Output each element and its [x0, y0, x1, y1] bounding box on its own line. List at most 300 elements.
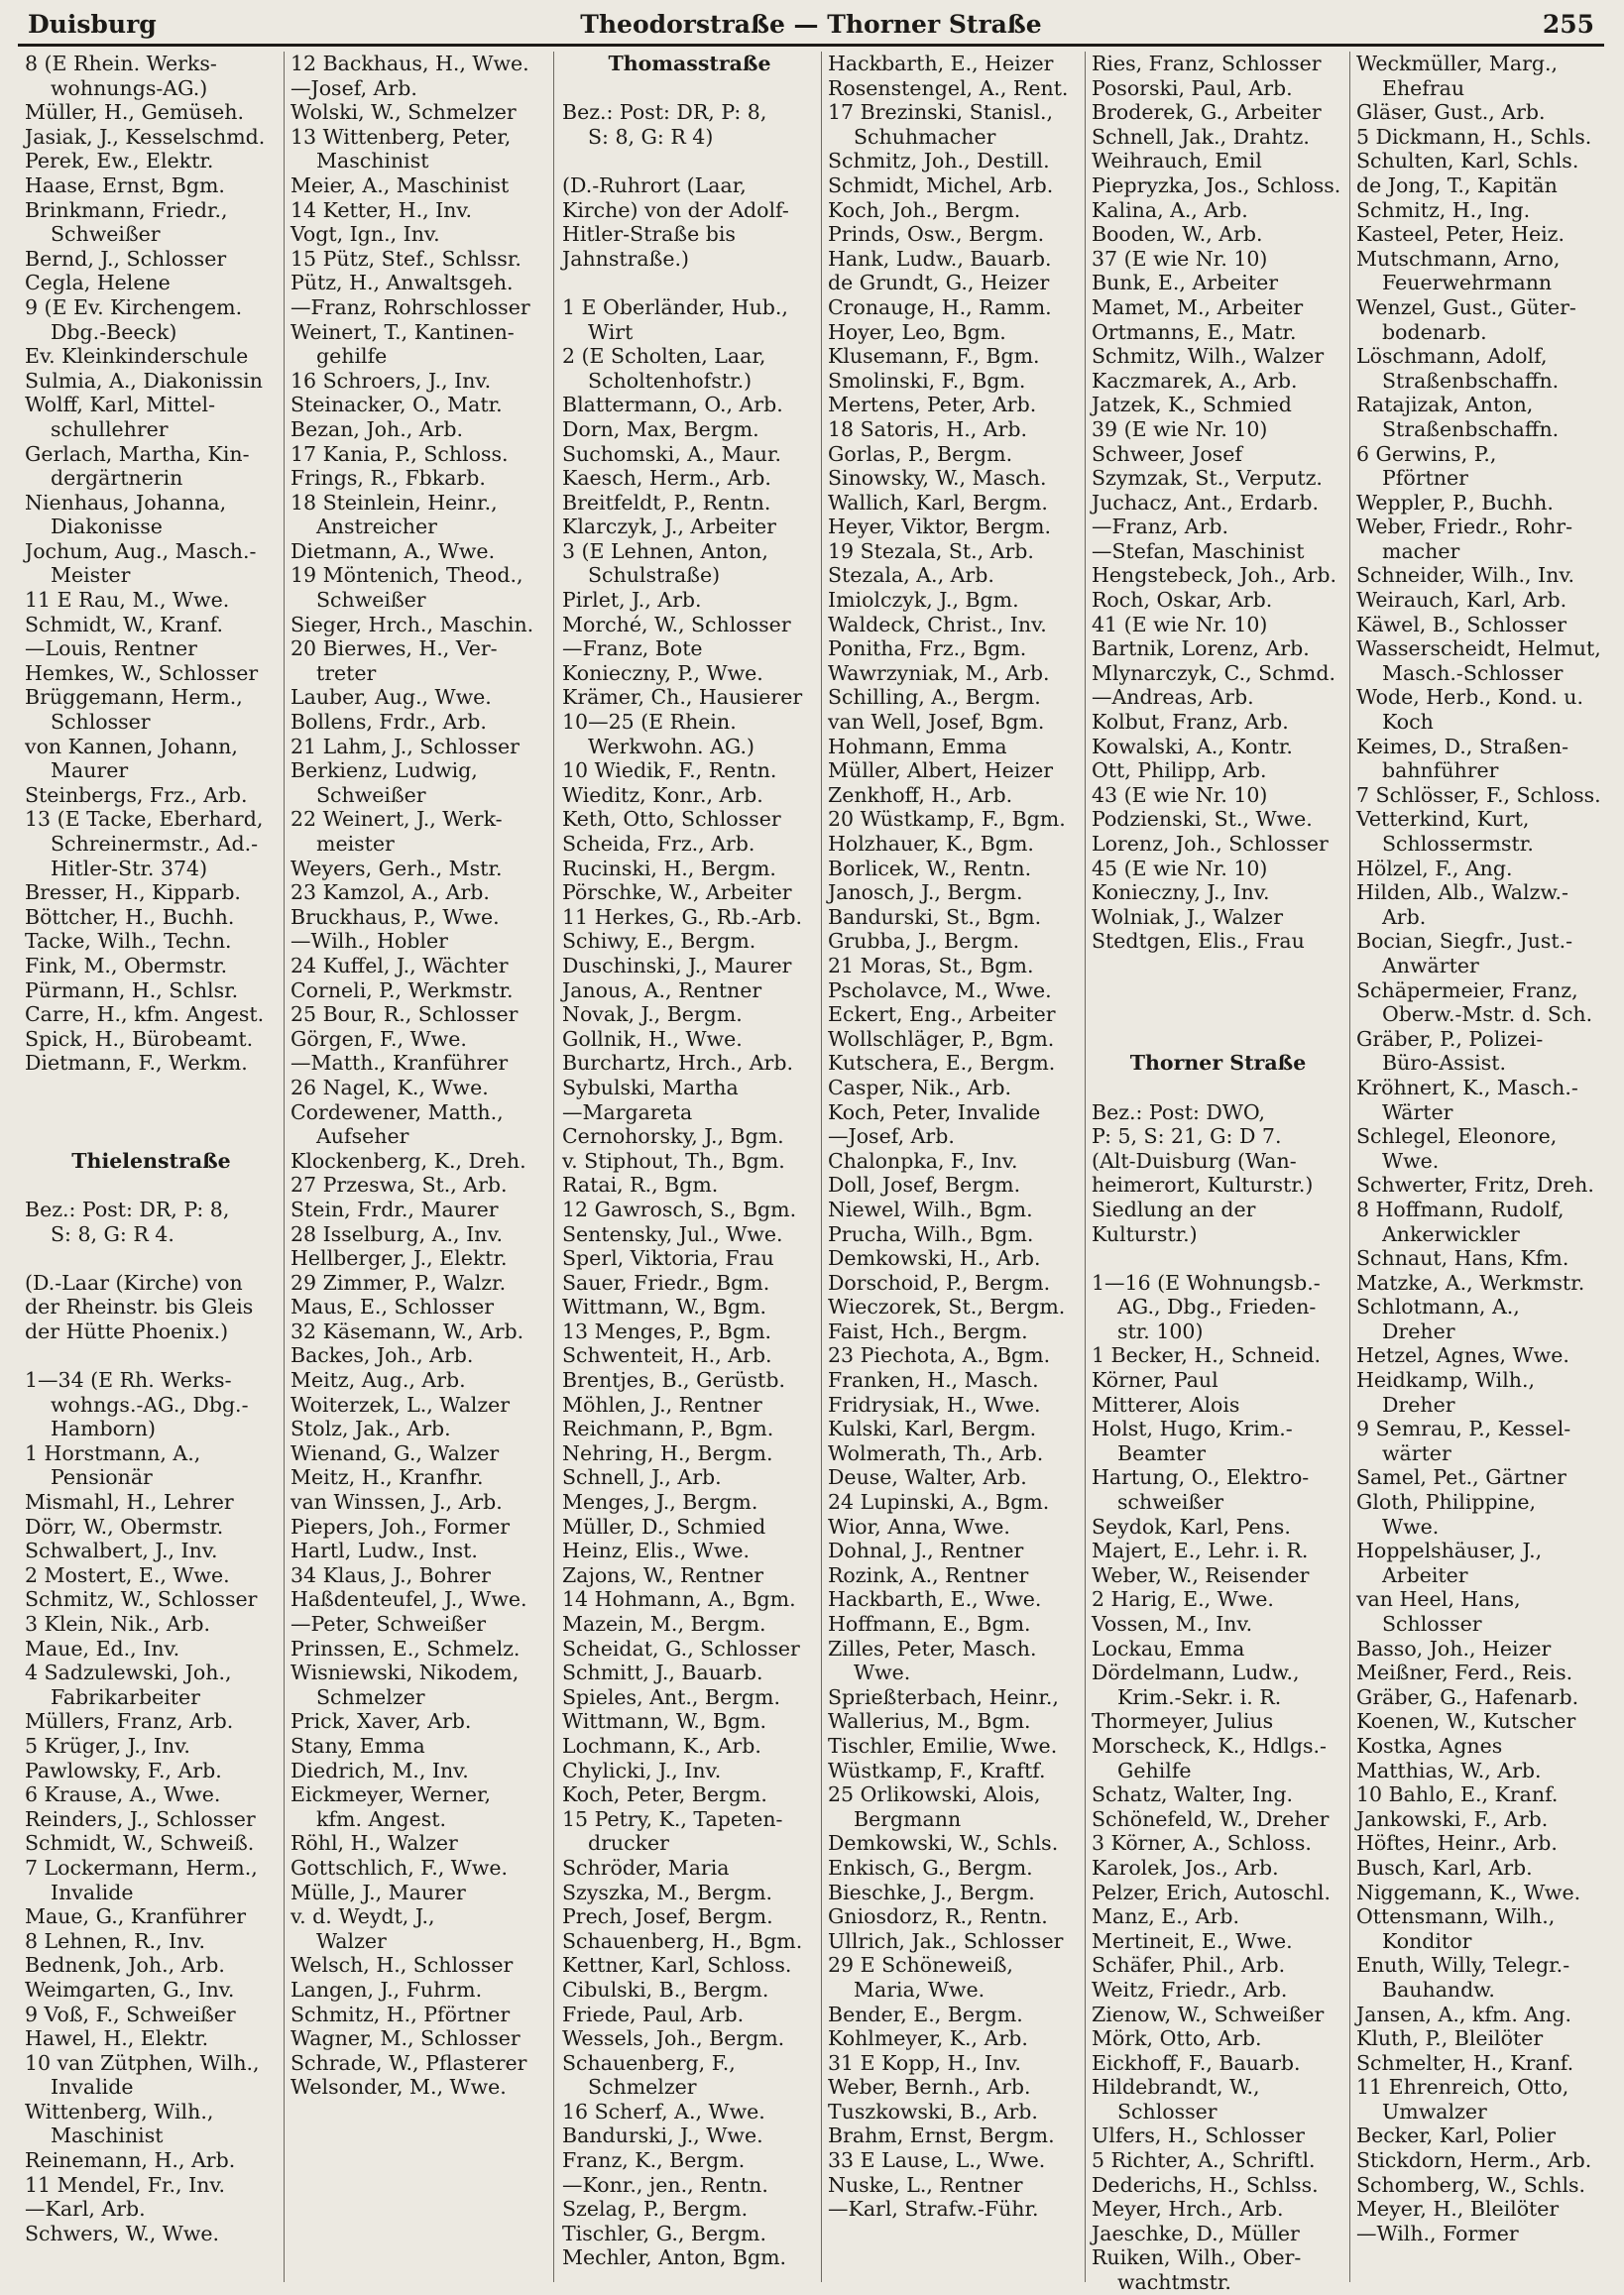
entry-line: Bandurski, St., Bgm.	[828, 904, 1042, 929]
entry-line: v. d. Weydt, J.,	[290, 1904, 435, 1929]
entry-line: (D.-Ruhrort (Laar,	[562, 172, 747, 197]
entry-line: Dreher	[1382, 1392, 1455, 1417]
entry-line: Scheida, Frz., Arb.	[562, 832, 755, 856]
entry-line: 5 Krüger, J., Inv.	[25, 1733, 190, 1758]
entry-line: Pförtner	[1382, 466, 1468, 491]
entry-line: Jankowski, F., Arb.	[1356, 1806, 1549, 1831]
entry-line: Löschmann, Adolf,	[1356, 344, 1548, 369]
entry-line: 28 Isselburg, A., Inv.	[290, 1221, 504, 1246]
entry-line: Maschinist	[51, 2123, 164, 2148]
entry-line: Schnell, Jak., Drahtz.	[1092, 124, 1310, 149]
entry-line: wachtmstr.	[1117, 2270, 1231, 2295]
entry-line: Sinowsky, W., Masch.	[828, 466, 1047, 491]
entry-line: (Alt-Duisburg (Wan-	[1092, 1148, 1297, 1173]
entry-line: 1 E Oberländer, Hub.,	[562, 294, 788, 319]
entry-line: Maue, Ed., Inv.	[25, 1636, 180, 1661]
entry-line: —Karl, Arb.	[25, 2197, 146, 2222]
entry-line: Mechler, Anton, Bgm.	[562, 2245, 787, 2270]
entry-line: Weber, Bernh., Arb.	[828, 2075, 1031, 2100]
entry-line: Ortmanns, E., Matr.	[1092, 319, 1297, 344]
entry-line: 20 Wüstkamp, F., Bgm.	[828, 807, 1066, 832]
entry-line: Schmitz, W., Schlosser	[25, 1587, 258, 1612]
spacer	[25, 1173, 278, 1198]
entry-line: Dreher	[1382, 1319, 1455, 1343]
entry-line: van Well, Josef, Bgm.	[828, 710, 1045, 735]
entry-line: 34 Klaus, J., Bohrer	[290, 1562, 491, 1587]
entry-line: Kulski, Karl, Bergm.	[828, 1417, 1037, 1441]
entry-line: Piepryzka, Jos., Schloss.	[1092, 172, 1341, 197]
entry-line: Koch, Peter, Invalide	[828, 1099, 1041, 1124]
entry-line: Podzienski, St., Wwe.	[1092, 807, 1313, 832]
entry-line: macher	[1382, 538, 1460, 563]
entry-line: Nehring, H., Bergm.	[562, 1440, 773, 1465]
entry-line: 12 Backhaus, H., Wwe.	[290, 52, 529, 75]
entry-line: Müller, H., Gemüseh.	[25, 100, 244, 125]
entry-line: wohngs.-AG., Dbg.-	[51, 1392, 249, 1417]
entry-line: Mertens, Peter, Arb.	[828, 393, 1037, 417]
entry-line: 9 Voß, F., Schweißer	[25, 2002, 236, 2026]
entry-line: 29 E Schöneweiß,	[828, 1953, 1013, 1978]
entry-line: (D.-Laar (Kirche) von	[25, 1270, 243, 1295]
street-heading: Thomasstraße	[608, 52, 771, 75]
street-heading: Thielenstraße	[71, 1148, 231, 1173]
entry-line: Hitler-Str. 374)	[51, 856, 208, 880]
entry-line: Schäpermeier, Franz,	[1356, 977, 1578, 1002]
entry-line: 19 Stezala, St., Arb.	[828, 538, 1034, 563]
entry-line: Wior, Anna, Wwe.	[828, 1514, 1010, 1539]
entry-line: Ratajizak, Anton,	[1356, 393, 1534, 417]
entry-line: 21 Moras, St., Bgm.	[828, 953, 1034, 977]
entry-line: 13 Menges, P., Bgm.	[562, 1319, 772, 1343]
entry-line: Müller, D., Schmied	[562, 1514, 766, 1539]
page-number: 255	[1542, 10, 1594, 39]
entry-line: Schlosser	[51, 710, 151, 735]
entry-line: heimerort, Kulturstr.)	[1092, 1173, 1314, 1198]
entry-line: Eckert, Eng., Arbeiter	[828, 1002, 1056, 1027]
entry-line: Hohmann, Emma	[828, 734, 1007, 758]
entry-line: 3 Klein, Nik., Arb.	[25, 1612, 211, 1636]
entry-line: Schmitz, Wilh., Walzer	[1092, 344, 1325, 369]
entry-line: Wittenberg, Wilh.,	[25, 2099, 214, 2123]
entry-line: Rucinski, H., Bergm.	[562, 856, 776, 880]
entry-line: Maschinist	[316, 149, 429, 173]
entry-line: Chalonpka, F., Inv.	[828, 1148, 1018, 1173]
entry-line: Pensionär	[51, 1465, 153, 1490]
entry-line: Kaczmarek, A., Arb.	[1092, 368, 1298, 393]
entry-line: 20 Bierwes, H., Ver-	[290, 636, 498, 661]
entry-line: Schmidt, W., Kranf.	[25, 612, 224, 636]
entry-line: 3 (E Lehnen, Anton,	[562, 538, 768, 563]
entry-line: Janosch, J., Bergm.	[828, 880, 1023, 905]
entry-line: Kluth, P., Bleilöter	[1356, 2026, 1544, 2051]
entry-line: Szelag, P., Bergm.	[562, 2197, 749, 2222]
entry-line: Niggemann, K., Wwe.	[1356, 1880, 1581, 1904]
entry-line: Prinssen, E., Schmelz.	[290, 1636, 521, 1661]
entry-line: Schnell, J., Arb.	[562, 1465, 722, 1490]
entry-line: Imiolczyk, J., Bgm.	[828, 588, 1019, 613]
entry-line: Backes, Joh., Arb.	[290, 1343, 474, 1368]
entry-line: Holst, Hugo, Krim.-	[1092, 1417, 1293, 1441]
entry-line: Weppler, P., Buchh.	[1356, 490, 1554, 515]
entry-line: Wüstkamp, F., Kraftf.	[828, 1758, 1046, 1782]
entry-line: Ullrich, Jak., Schlosser	[828, 1928, 1064, 1953]
entry-line: 19 Möntenich, Theod.,	[290, 563, 523, 588]
entry-line: Carre, H., kfm. Angest.	[25, 1002, 265, 1027]
entry-line: Woiterzek, L., Walzer	[290, 1392, 511, 1417]
entry-line: Samel, Pet., Gärtner	[1356, 1465, 1566, 1490]
entry-line: Kröhnert, K., Masch.-	[1356, 1075, 1578, 1099]
entry-line: Eickmeyer, Werner,	[290, 1782, 492, 1807]
entry-line: Thormeyer, Julius	[1092, 1709, 1274, 1734]
entry-line: Tischler, G., Bergm.	[562, 2221, 766, 2245]
entry-line: Hellberger, J., Elektr.	[290, 1246, 508, 1271]
entry-line: bodenarb.	[1382, 319, 1487, 344]
entry-line: van Heel, Hans,	[1356, 1587, 1521, 1612]
entry-line: Schiwy, E., Bergm.	[562, 929, 756, 954]
entry-line: 10 Bahlo, E., Kranf.	[1356, 1782, 1559, 1807]
entry-line: —Karl, Strafw.-Führ.	[828, 2197, 1039, 2222]
entry-line: Prinds, Osw., Bergm.	[828, 222, 1045, 247]
entry-line: 3 Körner, A., Schloss.	[1092, 1831, 1312, 1856]
entry-line: Wittmann, W., Bgm.	[562, 1709, 767, 1734]
entry-line: Weihrauch, Emil	[1092, 149, 1262, 173]
entry-line: Ankerwickler	[1382, 1221, 1520, 1246]
entry-line: Meitz, Aug., Arb.	[290, 1368, 466, 1393]
entry-line: wärter	[1382, 1440, 1451, 1465]
entry-line: Nienhaus, Johanna,	[25, 490, 227, 515]
entry-line: 10—25 (E Rhein.	[562, 710, 737, 735]
entry-line: Niewel, Wilh., Bgm.	[828, 1197, 1033, 1221]
entry-line: Invalide	[51, 2075, 134, 2100]
entry-line: Müller, Albert, Heizer	[828, 758, 1054, 783]
entry-line: S: 8, G: R 4)	[588, 124, 714, 149]
entry-line: Morché, W., Schlosser	[562, 612, 791, 636]
entry-line: Hemkes, W., Schlosser	[25, 660, 259, 685]
entry-line: Schmelter, H., Kranf.	[1356, 2050, 1574, 2075]
entry-line: Schwalbert, J., Inv.	[25, 1539, 218, 1563]
entry-line: meister	[316, 832, 395, 856]
entry-line: Kohlmeyer, K., Arb.	[828, 2026, 1028, 2051]
spacer	[562, 76, 817, 101]
entry-line: Prech, Josef, Bergm.	[562, 1904, 773, 1929]
entry-line: 24 Kuffel, J., Wächter	[290, 953, 509, 977]
entry-line: Schauenberg, F.,	[562, 2050, 736, 2075]
entry-line: Reinemann, H., Arb.	[25, 2148, 236, 2173]
entry-line: 9 (E Ev. Kirchengem.	[25, 294, 243, 319]
spacer	[1092, 1246, 1344, 1271]
entry-line: Vossen, M., Inv.	[1092, 1612, 1253, 1636]
entry-line: Tuszkowski, B., Arb.	[828, 2099, 1038, 2123]
entry-line: Hoyer, Leo, Bgm.	[828, 319, 1006, 344]
entry-line: 8 Lehnen, R., Inv.	[25, 1928, 206, 1953]
entry-line: Eickhoff, F., Bauarb.	[1092, 2050, 1301, 2075]
entry-line: Kostka, Agnes	[1356, 1733, 1503, 1758]
entry-line: Schilling, A., Bergm.	[828, 685, 1041, 710]
entry-line: Grubba, J., Bergm.	[828, 929, 1020, 954]
entry-line: Dohnal, J., Rentner	[828, 1539, 1024, 1563]
entry-line: drucker	[588, 1831, 669, 1856]
entry-line: Wolff, Karl, Mittel-	[25, 393, 216, 417]
entry-line: Stickdorn, Herm., Arb.	[1356, 2148, 1592, 2173]
entry-line: 8 Hoffmann, Rudolf,	[1356, 1197, 1565, 1221]
entry-line: 1 Horstmann, A.,	[25, 1440, 201, 1465]
entry-line: Spick, H., Bürobeamt.	[25, 1026, 254, 1051]
entry-line: Schauenberg, H., Bgm.	[562, 1928, 803, 1953]
entry-line: Busch, Karl, Arb.	[1356, 1855, 1533, 1880]
entry-line: —Margareta	[562, 1099, 693, 1124]
entry-line: Schmidt, W., Schweiß.	[25, 1831, 255, 1856]
entry-line: Schmitz, H., Ing.	[1356, 197, 1531, 222]
spacer	[1092, 1076, 1344, 1100]
entry-line: Novak, J., Bergm.	[562, 1002, 743, 1027]
entry-line: Weimgarten, G., Inv.	[25, 1977, 235, 2002]
entry-line: Mazein, M., Bergm.	[562, 1612, 766, 1636]
entry-line: Berkienz, Ludwig,	[290, 758, 478, 783]
entry-line: Schmelzer	[316, 1684, 425, 1709]
entry-line: Bunk, E., Arbeiter	[1092, 271, 1279, 295]
entry-line: Faist, Hch., Bergm.	[828, 1319, 1028, 1343]
entry-line: Franken, H., Masch.	[828, 1368, 1039, 1393]
entry-line: Stolz, Jak., Arb.	[290, 1417, 451, 1441]
entry-line: Schlosser	[1117, 2099, 1218, 2123]
column-6	[1349, 52, 1604, 2282]
entry-line: Schweißer	[316, 782, 426, 807]
entry-line: 16 Scherf, A., Wwe.	[562, 2099, 765, 2123]
column-4	[821, 52, 1085, 2282]
entry-line: 45 (E wie Nr. 10)	[1092, 856, 1268, 880]
entry-line: Brentjes, B., Gerüstb.	[562, 1368, 785, 1393]
entry-line: Wessels, Joh., Bergm.	[562, 2026, 785, 2051]
entry-line: Majert, E., Lehr. i. R.	[1092, 1539, 1309, 1563]
entry-line: Wittmann, W., Bgm.	[562, 1295, 767, 1320]
page-header	[18, 10, 1604, 44]
entry-line: Schröder, Maria	[562, 1855, 730, 1880]
city-name: Duisburg	[28, 10, 157, 39]
entry-line: Deuse, Walter, Arb.	[828, 1465, 1027, 1490]
entry-line: 1 Becker, H., Schneid.	[1092, 1343, 1322, 1368]
entry-line: Konieczny, J., Inv.	[1092, 880, 1270, 905]
entry-line: Werkwohn. AG.)	[588, 734, 755, 758]
entry-line: Tischler, Emilie, Wwe.	[828, 1733, 1058, 1758]
entry-line: —Franz, Rohrschlosser	[290, 294, 530, 319]
entry-line: Tacke, Wilh., Techn.	[25, 929, 232, 954]
entry-line: Ruiken, Wilh., Ober-	[1092, 2245, 1302, 2270]
entry-line: —Josef, Arb.	[828, 1124, 955, 1149]
entry-line: Haßdenteufel, J., Wwe.	[290, 1587, 527, 1612]
entry-line: Konieczny, P., Wwe.	[562, 660, 763, 685]
entry-line: Schmitz, H., Pförtner	[290, 2002, 511, 2026]
entry-line: Käwel, B., Schlosser	[1356, 612, 1567, 636]
entry-line: Hitler-Straße bis	[562, 222, 736, 247]
entry-line: Kasteel, Peter, Heiz.	[1356, 222, 1565, 247]
entry-line: Sentensky, Jul., Wwe.	[562, 1221, 783, 1246]
street-heading: Thorner Straße	[1129, 1051, 1307, 1076]
entry-line: Gollnik, H., Wwe.	[562, 1026, 743, 1051]
entry-line: Bez.: Post: DR, P: 8,	[25, 1197, 230, 1221]
entry-line: Borlicek, W., Rentn.	[828, 856, 1032, 880]
entry-line: Wagner, M., Schlosser	[290, 2026, 521, 2051]
entry-line: Cernohorsky, J., Bgm.	[562, 1124, 784, 1149]
entry-line: Schuhmacher	[854, 124, 996, 149]
entry-line: Demkowski, H., Arb.	[828, 1246, 1041, 1271]
entry-line: Gottschlich, F., Wwe.	[290, 1855, 509, 1880]
entry-line: Schulstraße)	[588, 563, 721, 588]
entry-line: Brinkmann, Friedr.,	[25, 197, 228, 222]
entry-line: 11 Mendel, Fr., Inv.	[25, 2172, 226, 2197]
entry-line: Bollens, Frdr., Arb.	[290, 710, 487, 735]
entry-line: Friede, Paul, Arb.	[562, 2002, 745, 2026]
entry-line: Pütz, H., Anwaltsgeh.	[290, 271, 514, 295]
entry-line: Blattermann, O., Arb.	[562, 393, 783, 417]
entry-line: Masch.-Schlosser	[1382, 660, 1564, 685]
entry-line: Schweißer	[316, 588, 426, 613]
entry-line: Walzer	[316, 1928, 387, 1953]
spacer	[1092, 1002, 1344, 1027]
entry-line: Lockau, Emma	[1092, 1636, 1245, 1661]
entry-line: 10 van Zütphen, Wilh.,	[25, 2050, 260, 2075]
entry-line: Duschinski, J., Maurer	[562, 953, 792, 977]
entry-line: Juchacz, Ant., Erdarb.	[1092, 490, 1319, 515]
entry-line: 23 Kamzol, A., Arb.	[290, 880, 490, 905]
entry-line: Jochum, Aug., Masch.-	[25, 538, 257, 563]
entry-line: Jatzek, K., Schmied	[1092, 393, 1292, 417]
entry-line: Maus, E., Schlosser	[290, 1295, 495, 1320]
entry-line: Kalina, A., Arb.	[1092, 197, 1248, 222]
entry-line: Dederichs, H., Schlss.	[1092, 2172, 1319, 2197]
entry-line: Brahm, Ernst, Bergm.	[828, 2123, 1055, 2148]
entry-line: Kowalski, A., Kontr.	[1092, 734, 1293, 758]
entry-line: Scheidat, G., Schlosser	[562, 1636, 800, 1661]
entry-line: Prucha, Wilh., Bgm.	[828, 1221, 1034, 1246]
entry-line: 27 Przeswa, St., Arb.	[290, 1173, 508, 1198]
entry-line: Morscheck, K., Hdlgs.-	[1092, 1733, 1327, 1758]
entry-line: Corneli, P., Werkmstr.	[290, 977, 514, 1002]
entry-line: Pscholavce, M., Wwe.	[828, 977, 1052, 1002]
entry-line: Wieditz, Konr., Arb.	[562, 782, 763, 807]
entry-line: 9 Semrau, P., Kessel-	[1356, 1417, 1571, 1441]
entry-line: 2 (E Scholten, Laar,	[562, 344, 766, 369]
entry-line: Posorski, Paul, Arb.	[1092, 75, 1293, 100]
spacer	[1092, 954, 1344, 978]
entry-line: 39 (E wie Nr. 10)	[1092, 416, 1268, 441]
entry-line: Stedtgen, Elis., Frau	[1092, 929, 1305, 954]
entry-line: Lorenz, Joh., Schlosser	[1092, 832, 1329, 856]
entry-line: —Andreas, Arb.	[1092, 685, 1254, 710]
entry-line: 43 (E wie Nr. 10)	[1092, 782, 1268, 807]
entry-line: Becker, Karl, Polier	[1356, 2123, 1557, 2148]
entry-line: 16 Schroers, J., Inv.	[290, 368, 492, 393]
entry-line: Körner, Paul	[1092, 1368, 1218, 1393]
entry-line: Dbg.-Beeck)	[51, 319, 177, 344]
entry-line: 1—16 (E Wohnungsb.-	[1092, 1270, 1321, 1295]
entry-line: Mülle, J., Maurer	[290, 1880, 466, 1904]
entry-line: Heidkamp, Wilh.,	[1356, 1368, 1535, 1393]
entry-line: Meyer, H., Bleilöter	[1356, 2197, 1560, 2222]
entry-line: Ratai, R., Bgm.	[562, 1173, 719, 1198]
entry-line: Wwe.	[1382, 1514, 1440, 1539]
entry-line: Bez.: Post: DR, P: 8,	[562, 100, 767, 125]
entry-line: Fridrysiak, H., Wwe.	[828, 1392, 1041, 1417]
entry-line: Zilles, Peter, Masch.	[828, 1636, 1037, 1661]
entry-line: Rosenstengel, A., Rent.	[828, 75, 1069, 100]
entry-line: Breitfeldt, P., Rentn.	[562, 490, 771, 515]
column-3	[553, 52, 822, 2282]
entry-line: 12 Gawrosch, S., Bgm.	[562, 1197, 797, 1221]
entry-line: Keimes, D., Straßen-	[1356, 734, 1569, 758]
entry-line: 11 E Rau, M., Wwe.	[25, 588, 230, 613]
entry-line: Weinert, T., Kantinen-	[290, 319, 515, 344]
entry-line: Ev. Kleinkinderschule	[25, 344, 249, 369]
entry-line: Pirlet, J., Arb.	[562, 588, 702, 613]
entry-line: 25 Bour, R., Schlosser	[290, 1002, 519, 1027]
entry-line: Doll, Josef, Bergm.	[828, 1173, 1021, 1198]
entry-line: 41 (E wie Nr. 10)	[1092, 612, 1268, 636]
entry-line: Szymzak, St., Verputz.	[1092, 466, 1323, 491]
entry-line: Perek, Ew., Elektr.	[25, 149, 214, 173]
entry-line: Reinders, J., Schlosser	[25, 1806, 256, 1831]
spacer	[562, 271, 817, 295]
entry-line: Wasserscheidt, Helmut,	[1356, 636, 1601, 661]
entry-line: 13 Wittenberg, Peter,	[290, 124, 512, 149]
entry-line: Wode, Herb., Kond. u.	[1356, 685, 1583, 710]
entry-line: Siedlung an der	[1092, 1197, 1256, 1221]
entry-line: Pürmann, H., Schlsr.	[25, 977, 239, 1002]
entry-line: Cordewener, Matth.,	[290, 1099, 504, 1124]
entry-line: schweißer	[1117, 1490, 1224, 1515]
entry-line: Suchomski, A., Maur.	[562, 441, 782, 466]
entry-line: 13 (E Tacke, Eberhard,	[25, 807, 264, 832]
entry-line: Arb.	[1382, 904, 1427, 929]
entry-line: Jahnstraße.)	[562, 246, 689, 271]
entry-line: Schäfer, Phil., Arb.	[1092, 1953, 1286, 1978]
entry-line: dergärtnerin	[51, 466, 183, 491]
entry-line: —Matth., Kranführer	[290, 1051, 509, 1076]
entry-line: Müllers, Franz, Arb.	[25, 1709, 234, 1734]
entry-line: wohnungs-AG.)	[51, 75, 208, 100]
entry-line: von Kannen, Johann,	[25, 734, 238, 758]
entry-line: Ehefrau	[1382, 75, 1465, 100]
entry-line: Nuske, L., Rentner	[828, 2172, 1023, 2197]
entry-line: Feuerwehrmann	[1382, 271, 1553, 295]
entry-line: Hölzel, F., Ang.	[1356, 856, 1513, 880]
entry-line: 15 Pütz, Stef., Schlssr.	[290, 246, 522, 271]
entry-line: Hackbarth, E., Heizer	[828, 52, 1054, 75]
entry-line: der Hütte Phoenix.)	[25, 1319, 229, 1343]
entry-line: Hamborn)	[51, 1417, 157, 1441]
entry-line: Dietmann, A., Wwe.	[290, 538, 496, 563]
entry-line: Bocian, Siegfr., Just.-	[1356, 929, 1573, 954]
entry-line: 5 Richter, A., Schriftl.	[1092, 2148, 1316, 2173]
entry-line: 10 Wiedik, F., Rentn.	[562, 758, 777, 783]
entry-line: 7 Lockermann, Herm.,	[25, 1855, 258, 1880]
entry-line: 17 Brezinski, Stanisl.,	[828, 100, 1054, 125]
entry-line: Schlossermstr.	[1382, 832, 1534, 856]
entry-line: Aufseher	[316, 1124, 409, 1149]
entry-line: Hartl, Ludw., Inst.	[290, 1539, 478, 1563]
entry-line: bahnführer	[1382, 758, 1499, 783]
entry-line: Diedrich, M., Inv.	[290, 1758, 469, 1782]
entry-line: Demkowski, W., Schls.	[828, 1831, 1059, 1856]
entry-line: Lauber, Aug., Wwe.	[290, 685, 492, 710]
entry-line: Hilden, Alb., Walzw.-	[1356, 880, 1568, 905]
entry-line: Cegla, Helene	[25, 271, 171, 295]
entry-line: Maue, G., Kranführer	[25, 1904, 247, 1929]
entry-line: Jaeschke, D., Müller	[1092, 2221, 1300, 2245]
entry-line: Zienow, W., Schweißer	[1092, 2002, 1325, 2026]
entry-line: Straßenbschaffn.	[1382, 416, 1560, 441]
entry-line: Schönefeld, W., Dreher	[1092, 1806, 1330, 1831]
street-range: Theodorstraße — Thorner Straße	[580, 10, 1042, 39]
